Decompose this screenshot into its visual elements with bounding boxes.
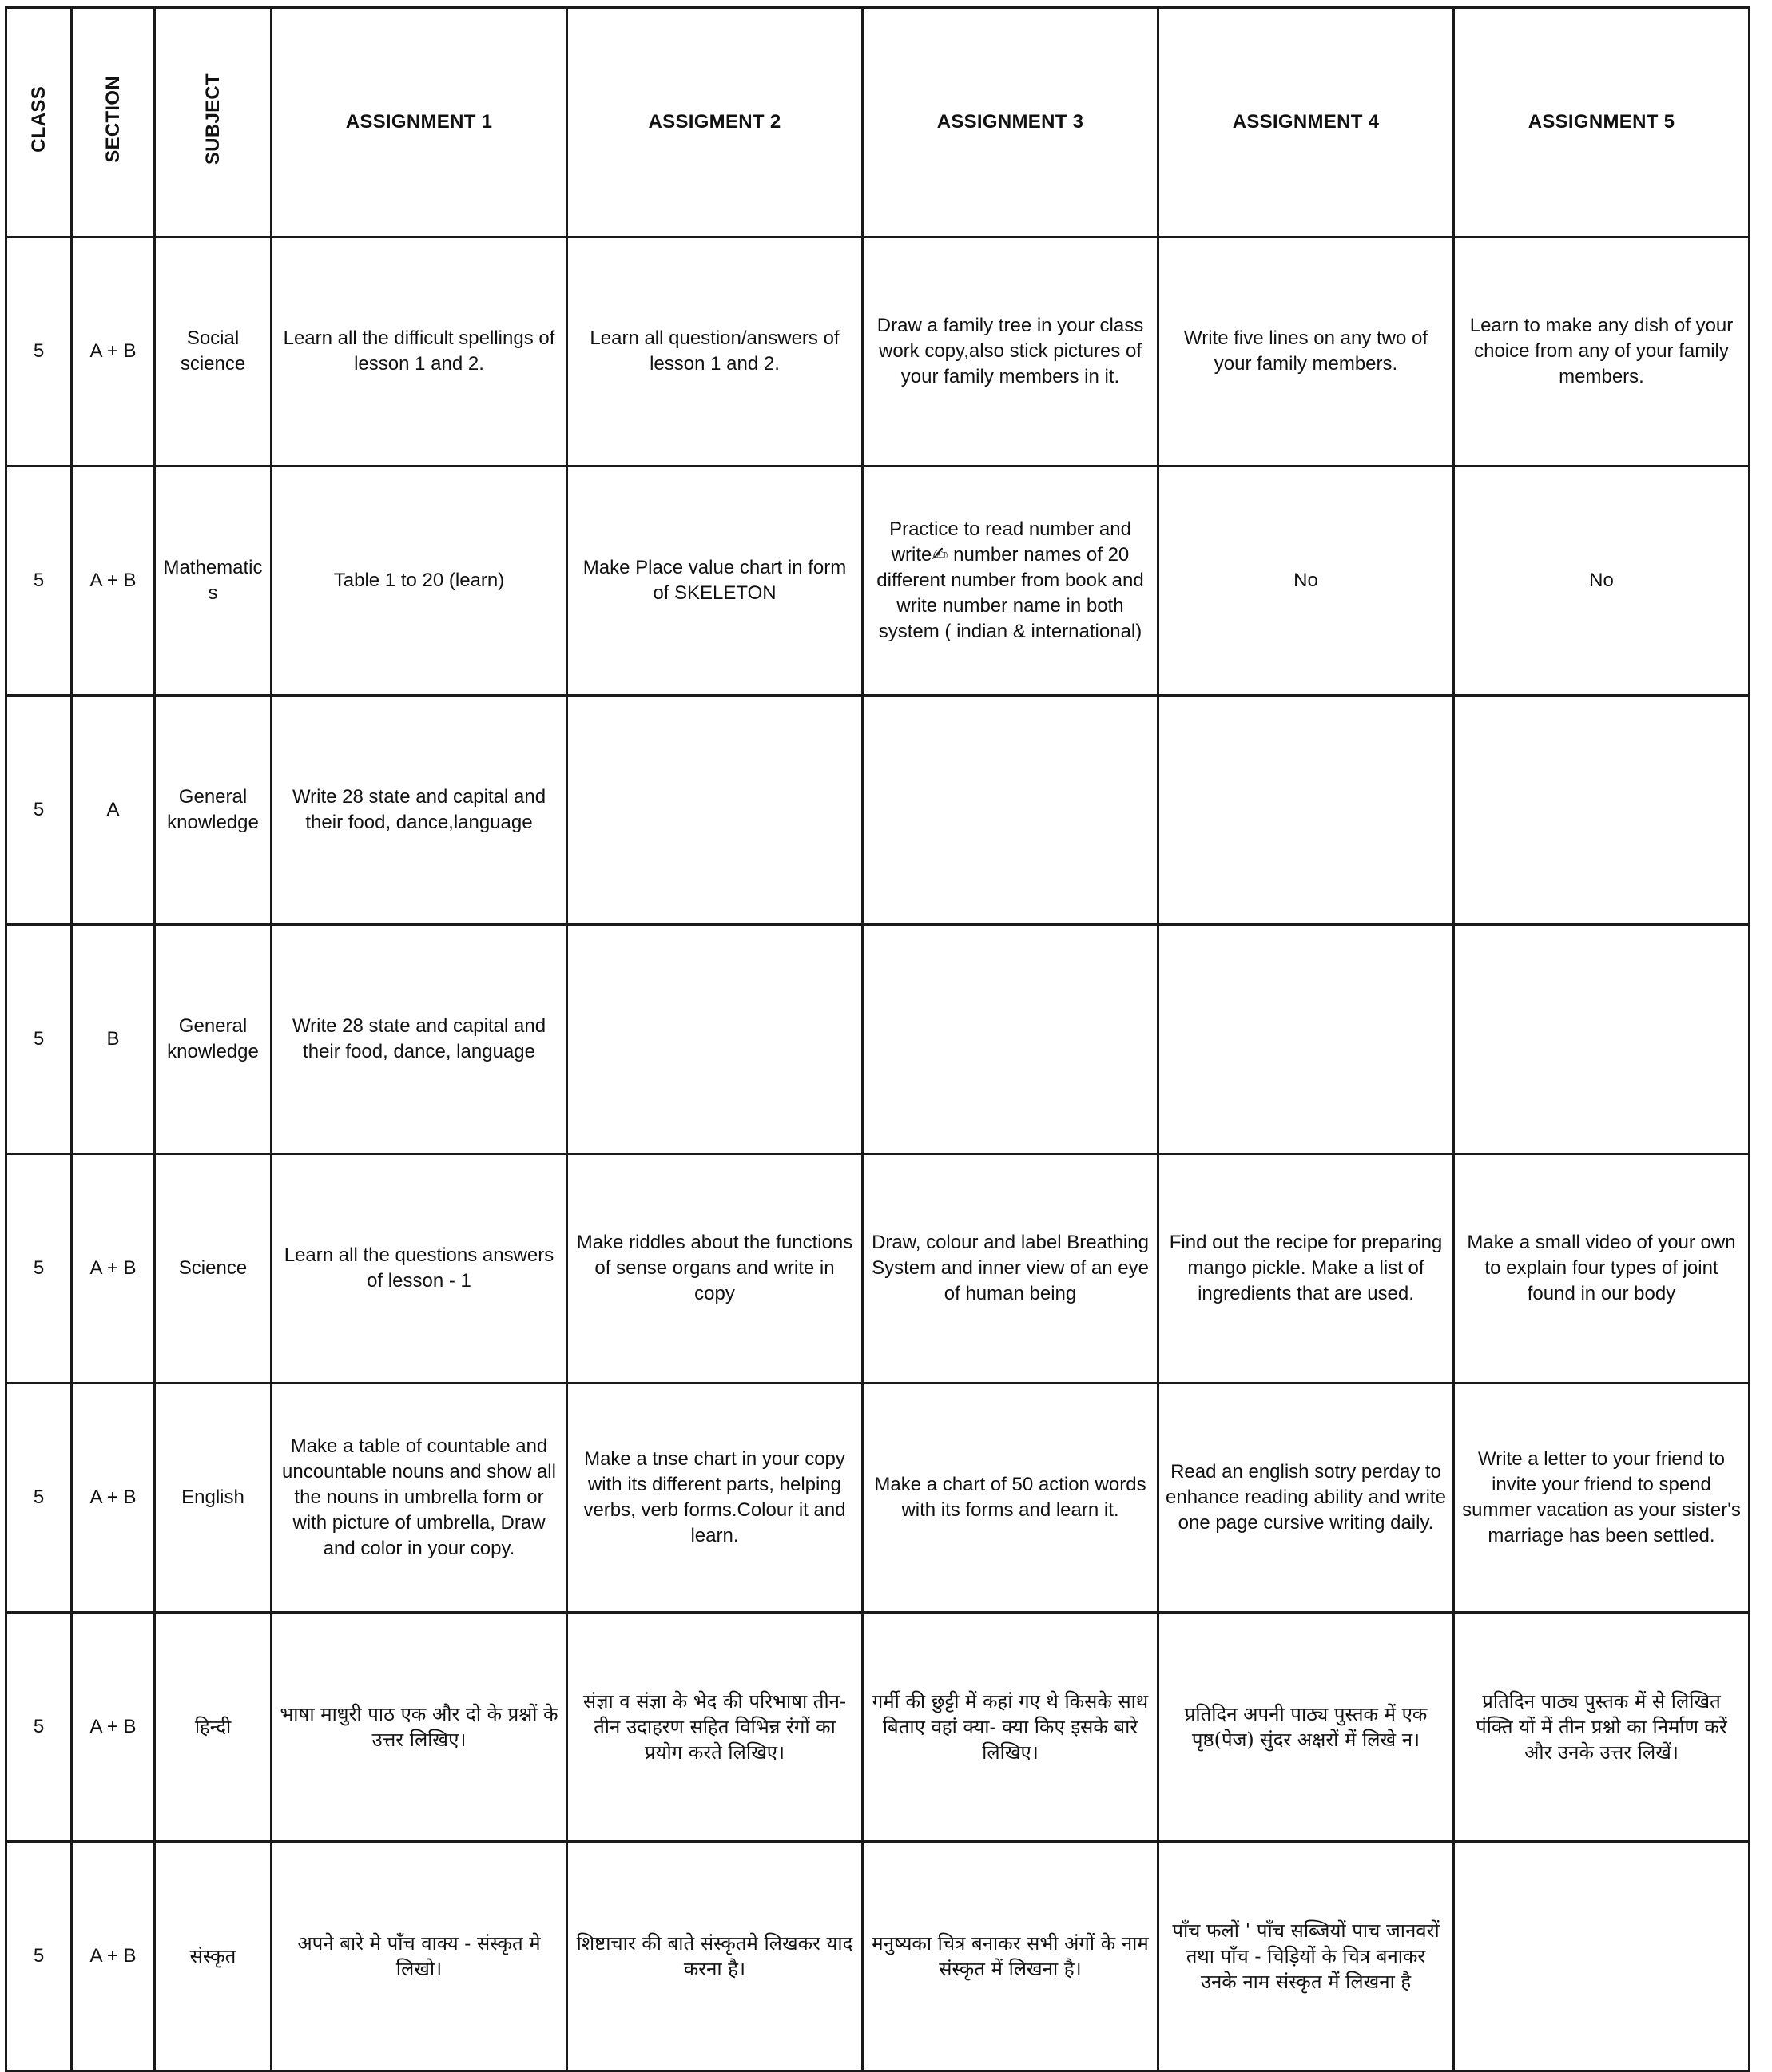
subject-cell: General knowledge — [155, 696, 272, 925]
class-cell: 5 — [6, 1383, 72, 1613]
assignment-cell: प्रतिदिन अपनी पाठ्य पुस्तक में एक पृष्ठ(पेज) सुंदर अक्षरों में लिखे न। — [1158, 1613, 1454, 1842]
assignment-cell — [1454, 696, 1750, 925]
assignment-cell: Learn to make any dish of your choice from any of your family members. — [1454, 237, 1750, 466]
assignment-cell: प्रतिदिन पाठ्य पुस्तक में से लिखित पंक्ति यों में तीन प्रश्नो का निर्माण करें और उनके उत्तर लिखें। — [1454, 1613, 1750, 1842]
header-assignment-5: ASSIGNMENT 5 — [1454, 8, 1750, 237]
assignment-cell: शिष्टाचार की बाते संस्कृतमे लिखकर याद करना है। — [567, 1842, 863, 2071]
section-cell: A + B — [72, 237, 155, 466]
section-cell: A + B — [72, 1613, 155, 1842]
table-row — [6, 1154, 1750, 1383]
assignment-cell: Table 1 to 20 (learn) — [272, 466, 567, 696]
class-cell: 5 — [6, 1842, 72, 2071]
subject-cell: English — [155, 1383, 272, 1613]
table-row — [6, 237, 1750, 466]
table-row — [6, 1613, 1750, 1842]
assignment-cell — [1158, 696, 1454, 925]
assignment-cell: Make Place value chart in form of SKELETON — [567, 466, 863, 696]
assignment-cell: Read an english sotry perday to enhance reading ability and write one page cursive writing daily. — [1158, 1383, 1454, 1613]
assignment-cell: Write 28 state and capital and their food, dance,language — [272, 696, 567, 925]
assignment-cell — [1158, 925, 1454, 1154]
header-section — [72, 8, 155, 237]
assignment-cell: Make riddles about the functions of sense organs and write in copy — [567, 1154, 863, 1383]
assignment-cell — [863, 925, 1158, 1154]
table-row — [6, 466, 1750, 696]
assignment-cell: Draw, colour and label Breathing System and inner view of an eye of human being — [863, 1154, 1158, 1383]
table-row — [6, 1383, 1750, 1613]
assignment-cell: Make a tnse chart in your copy with its different parts, helping verbs, verb forms.Colour it and learn. — [567, 1383, 863, 1613]
header-class-label: CLASS — [27, 86, 50, 153]
class-cell: 5 — [6, 466, 72, 696]
assignment-cell: No — [1158, 466, 1454, 696]
assignment-cell — [863, 696, 1158, 925]
header-assignment-2: ASSIGMENT 2 — [567, 8, 863, 237]
table-row — [6, 1842, 1750, 2071]
class-cell: 5 — [6, 1154, 72, 1383]
assignment-table — [5, 6, 1750, 2072]
assignment-cell: Practice to read number and write✍ number names of 20 different number from book and write number name in both system ( indian & international) — [863, 466, 1158, 696]
assignment-cell: संज्ञा व संज्ञा के भेद की परिभाषा तीन-तीन उदाहरण सहित विभिन्न रंगों का प्रयोग करते लिखिए। — [567, 1613, 863, 1842]
subject-cell: संस्कृत — [155, 1842, 272, 2071]
assignment-cell: पाँच फलों ' पाँच सब्जियों पाच जानवरों तथा पाँच - चिड़ियों के चित्र बनाकर उनके नाम संस्कृत में लिखना है — [1158, 1842, 1454, 2071]
assignment-cell: Draw a family tree in your class work copy,also stick pictures of your family members in it. — [863, 237, 1158, 466]
assignment-cell: Find out the recipe for preparing mango pickle. Make a list of ingredients that are used. — [1158, 1154, 1454, 1383]
assignment-cell — [1454, 1842, 1750, 2071]
assignment-cell: Learn all question/answers of lesson 1 and 2. — [567, 237, 863, 466]
header-assignment-4: ASSIGNMENT 4 — [1158, 8, 1454, 237]
assignment-cell: अपने बारे मे पाँच वाक्य - संस्कृत मे लिखो। — [272, 1842, 567, 2071]
assignment-cell: Write a letter to your friend to invite your friend to spend summer vacation as your sister's marriage has been settled. — [1454, 1383, 1750, 1613]
section-cell: B — [72, 925, 155, 1154]
section-cell: A + B — [72, 466, 155, 696]
class-cell: 5 — [6, 1613, 72, 1842]
header-section-label: SECTION — [101, 76, 124, 163]
section-cell: A — [72, 696, 155, 925]
assignment-cell: Make a small video of your own to explain four types of joint found in our body — [1454, 1154, 1750, 1383]
section-cell: A + B — [72, 1383, 155, 1613]
assignment-cell: No — [1454, 466, 1750, 696]
header-class — [6, 8, 72, 237]
class-cell: 5 — [6, 696, 72, 925]
assignment-cell — [567, 696, 863, 925]
header-assignment-1: ASSIGNMENT 1 — [272, 8, 567, 237]
assignment-cell — [567, 925, 863, 1154]
assignment-cell: भाषा माधुरी पाठ एक और दो के प्रश्नों के उत्तर लिखिए। — [272, 1613, 567, 1842]
table-row — [6, 696, 1750, 925]
assignment-cell: Learn all the difficult spellings of lesson 1 and 2. — [272, 237, 567, 466]
subject-cell: Social science — [155, 237, 272, 466]
assignment-cell: Write five lines on any two of your family members. — [1158, 237, 1454, 466]
table-row — [6, 925, 1750, 1154]
header-assignment-3: ASSIGNMENT 3 — [863, 8, 1158, 237]
section-cell: A + B — [72, 1154, 155, 1383]
assignment-cell: Learn all the questions answers of lesson - 1 — [272, 1154, 567, 1383]
class-cell: 5 — [6, 925, 72, 1154]
section-cell: A + B — [72, 1842, 155, 2071]
assignment-cell: गर्मी की छुट्टी में कहां गए थे किसके साथ बिताए वहां क्या- क्या किए इसके बारे लिखिए। — [863, 1613, 1158, 1842]
subject-cell: General knowledge — [155, 925, 272, 1154]
subject-cell: Science — [155, 1154, 272, 1383]
header-row — [6, 8, 1750, 237]
header-subject — [155, 8, 272, 237]
assignment-cell: Make a chart of 50 action words with its forms and learn it. — [863, 1383, 1158, 1613]
assignment-cell — [1454, 925, 1750, 1154]
subject-cell: Mathematics — [155, 466, 272, 696]
assignment-cell: Write 28 state and capital and their food, dance, language — [272, 925, 567, 1154]
class-cell: 5 — [6, 237, 72, 466]
assignment-cell: मनुष्यका चित्र बनाकर सभी अंगों के नाम संस्कृत में लिखना है। — [863, 1842, 1158, 2071]
assignment-cell: Make a table of countable and uncountable nouns and show all the nouns in umbrella form or with picture of umbrella, Draw and color in your copy. — [272, 1383, 567, 1613]
header-subject-label: SUBJECT — [201, 73, 224, 165]
subject-cell: हिन्दी — [155, 1613, 272, 1842]
